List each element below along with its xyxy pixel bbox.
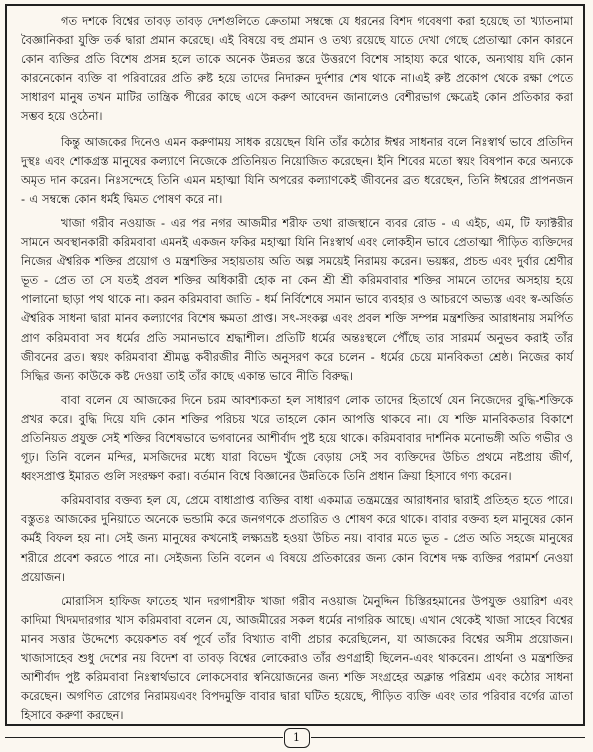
- paragraph-compassionate-sadhak: কিন্তু আজকের দিনেও এমন করুণাময় সাধক রয়েছেন যিনি তাঁর কঠোর ঈশ্বর সাধনার বলে নিঃস্বার্থ ভাবে প্রতিদিন দুস্থঃ এবং শোকগ্রস্ত মানুষের কল্যাণে নিজেকে প্রতিনিয়ত নিয়োজিত করেছেন। ইনি শিবের মতো স্বয়ং বিষপান করে অন্যকে অমৃত দান করেন। নিঃসন্দেহে তিনি এমন মহাত্মা যিনি অপরের কল্যাণকেই জীবনের ব্রত ধরেছেন, তিনি ঈশ্বরের প্রাপনজন - এ সম্বন্ধে কোন ধর্মই দ্বিমত পোষণ করে না।: [21, 135, 573, 206]
- paragraph-karim-baba-ajmer: খাজা গরীব নওয়াজ - এর পর নগর আজমীর শরীফ তথা রাজস্থানে ব্যবর রোড - এ এইচ, এম, টি ফ্যাক্টরীর সামনে অবস্থানকারী করিমবাবা এমনই একজন ফকির মহাত্মা যিনি নিঃস্বার্থ এবং লোকহীন ভাবে প্রেতাত্মা পীড়িত ব্যক্তিদের নিজের ঐশ্বরিক শক্তির প্রয়োগ ও মন্ত্রশক্তির সহায়তায় অতি অল্প সময়েই নিরাময় করেন। ভয়ঙ্কর, প্রচন্ড এবং দুর্বার শ্রেণীর ভূত - প্রেত তা সে যতই প্রবল শক্তির অধিকারী হোক না কেন শ্রী শ্রী করিমবাবার শক্তির সামনে তাদের অসহায় হয়ে পালানো ছাড়া পথ থাকে না। করন করিমবাবা জাতি - ধর্ম নির্বিশেষে সমান ভাবে ব্যবহার ও আচরণে অভ্যস্ত এবং স্ব-অর্জিত ঐশ্বরিক সাধনা দ্বারা মানব কল্যাণের বিশেষ ক্ষমতা প্রাপ্ত। সৎ-সংকল্প এবং প্রবল শক্তি সম্পন্ন মন্ত্রশক্তির আরাধনায় সমর্পিত প্রাণ করিমবাবা সব ধর্মের প্রতি সমানভাবে শ্রদ্ধাশীল। প্রতিটি ধর্মের অন্তঃস্থলে পৌঁছে তার সারমর্ম অনুভব করাই তাঁর জীবনের ব্রত। স্বয়ং করিমবাবা শ্রীমদ্ভ কবীরজীর নীতি অনুসরণ করে চলেন - ধর্মের চেয়ে মানবিকতা শ্রেষ্ঠ। নিজের কার্য সিদ্ধির জন্য কাউকে কষ্ট দেওয়া তাই তাঁর কাছে একান্ত ভাবে নীতি বিরুদ্ধ।: [21, 216, 573, 383]
- paragraph-intro: গত দশকে বিশ্বের তাবড় তাবড় দেশগুলিতে ক্রেতামা সম্বন্ধে যে ধরনের বিশদ গবেষণা করা হয়েছে তা খ্যাতনামা বৈজ্ঞানিকরা যুক্তি তর্ক দ্বারা প্রমান করেছে। এই বিষয়ে বহু প্রমান ও তথ্য রয়েছে যাতে দেখা গেছে প্রেতাত্মা কোন কারনে কোন ব্যক্তির প্রতি বিশেষ প্রসন্ন হলে তাকে অনেক উন্নতর স্তরে উত্তরণে বিশেষ সাহায্য করে থাকে, অন্যথায় যদি কোন কারনেকোন ব্যক্তি বা পরিবারের প্রতি রুষ্ট হয়ে তাদের নিদারুন দুর্দশার শেষ থাকে না।এই রুষ্ট প্রকোপ থেকে রক্ষা পেতে সাধারণ মানুষ তখন মাটির তান্ত্রিক পীরের কাছে এসে করুণ আবেদন জানালেও বেশীরভাগ ক্ষেত্রেই কোন প্রতিকার করা সম্ভব হয়ে ওঠেনা।: [21, 15, 573, 124]
- page-number: 1: [284, 728, 310, 748]
- paragraph-baba-says: বাবা বলেন যে আজকের দিনে চরম আবশ্যকতা হল সাধারণ লোক তাদের হিতার্থে যেন নিজেদের বুদ্ধি-শক্তিকে প্রখর করে। বুদ্ধি দিয়ে যদি কোন শক্তির পরিচয় খরে তাহলে কোন আপত্তি থাকবে না। যে শক্তি মানবিকতার বিকাশে প্রতিনিয়ত প্রযুক্ত সেই শক্তির বিশেষভাবে ভগবানের আশীর্বাদ পুষ্ট হয়ে থাকে। করিমবাবার দার্শনিক মনোভঙ্গী অতি গভীর ও গূঢ়। তিনি বলেন মন্দির, মসজিদের মধ্যে যারা বিভেদ খুঁজে বেড়ায় সেই সব ব্যক্তিদের উচিত প্রথমে নষ্টপ্রায় জীর্ণ, ধ্বংসপ্রাপ্ত ইমারত গুলি সংরক্ষণ করা। বর্তমান বিশ্বে বিজ্ঞানের উন্নতিকে তিনি প্রধান ক্রিয়া হিসাবে গণ্য করেন।: [21, 393, 573, 484]
- footer-rule-right: [311, 737, 585, 738]
- footer-rule-left: [5, 737, 283, 738]
- text-frame: [5, 4, 585, 726]
- paragraph-morasis-hafiz: মোরাসিস হাফিজ ফাতেহ খান দরগাশরীফ খাজা গরীব নওয়াজ মৈনুদ্দিন চিস্তিরহমানের উপযুক্ত ওয়ারিশ এবং কাদিমা খিদমদারগার খাস করিমবাবা বলেন যে, আজমীরের সকল ধর্মের নাগরিক আছে। এখান থেকেই খাজা সাহেব বিশ্বের মানব সত্তার উদ্দেশ্যে কয়েকশত বর্ষ পূর্বে তাঁর বিখ্যাত বাণী প্রচার করেছিলেন, যা আজকের বিশ্বের অসীম প্রয়োজন। খাজাসাহেব শুধু দেশের নয় বিদেশ বা তাবড় বিশ্বের লোকেরাও তাঁর গুণগ্রাহী ছিলেন-এবং থাকবেন। প্রার্থনা ও মন্ত্রশক্তির আশীর্বাদ পুষ্ট করিমবাবা নিঃস্বার্থভাবে লোকসেবার স্বনিয়োজনের জন্য শক্তি সংগ্রহের অক্লান্ত পরিশ্রম এবং কঠোর সাধনা করেছেন। অগণিত রোগের নিরাময়এবং বিপদমুক্তি বাবার দ্বারা ঘটিত হয়েছে, পীড়িত ব্যক্তি এবং তার পরিবার বর্গের ত্রাতা হিসাবে করুণা করছেন।: [21, 594, 573, 723]
- paragraph-karim-baba-statement: করিমবাবার বক্তব্য হল যে, প্রেমে বাধাপ্রাপ্ত ব্যক্তির বাধা একমাত্র তন্ত্রমন্ত্রের আরাধনার দ্বারাই প্রতিহত হতে পারে। বস্তুতঃ আজকের দুনিয়াতে অনেকে ভন্ডামি করে জনগণকে প্রতারিত ও শোষণ করে থাকে। বাবার বক্তব্য হল মানুষের কোন কর্মই বিফল হয় না। সেই জন্য মানুষের কখনোই লক্ষ্যভ্রষ্ট হওয়া উচিত নয়। বাবার মতে ভূত - প্রেত অতি সহজে মানুষের শরীরে প্রবেশ করতে পারে না। সেইজন্য তিনি বলেন এ বিষয়ে প্রতিকারের জন্য কোন বিশেষ দক্ষ ব্যক্তির পরামর্শ নেওয়া প্রয়োজন।: [21, 494, 573, 584]
